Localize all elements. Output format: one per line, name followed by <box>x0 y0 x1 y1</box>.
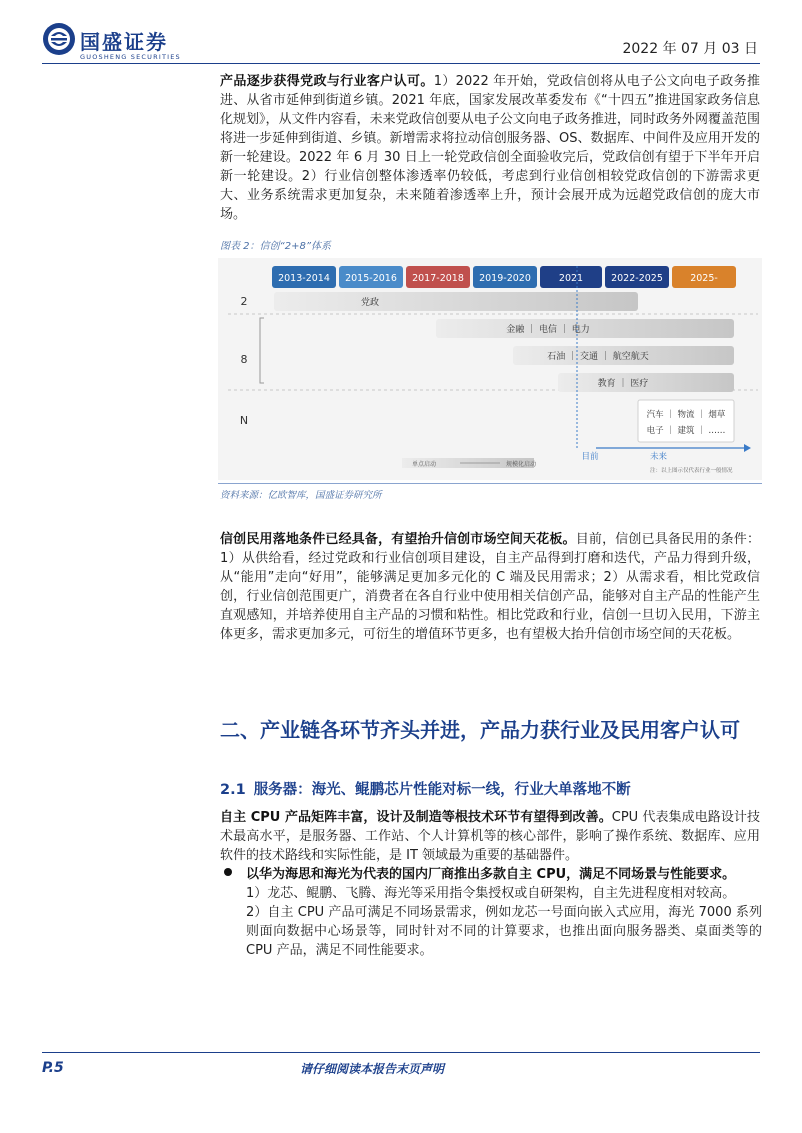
now-label: 目前 <box>581 452 599 462</box>
bullet-point-1: 1）龙芯、鲲鹏、飞腾、海光等采用指令集授权或自研架构，自主先进程度相对较高。 <box>246 886 736 901</box>
bar-party-government <box>274 292 638 311</box>
paragraph-body: 目前，信创已具备民用的条件：1）从供给看，经过党政和行业信创项目建设，自主产品得到打磨和迭代，产品力得到升级，从“能用”走向“好用”，能够满足更加多元化的 C 端及民用需求；2）从需求看，相比党政信创，行业信创范围更广，消费者在各自行业中使用相关信创产品，能够对自主产品的性能产生直观感知，并培养使用自主产品的习惯和粘性。相比党政和行业，信创一旦切入民用，下游主体更多，需求更加多元，可衍生的增值环节更多，也有望极大抬升信创市场空间的天花板。 <box>220 532 760 642</box>
subsection-number: 2.1 <box>220 782 246 798</box>
bar-label-education-medical: 教育 ｜ 医疗 <box>597 379 649 389</box>
year-label-2013-2014: 2013-2014 <box>278 273 330 284</box>
brand-name: 国盛证券 <box>80 30 168 54</box>
brand-logo-icon <box>42 22 76 56</box>
page-number: P.5 <box>42 1060 64 1076</box>
source-divider <box>218 483 762 484</box>
paragraph-body: CPU 代表集成电路设计技术最高水平，是服务器、工作站、个人计算机等的核心部件，影响了操作系统、数据库、应用软件的技术路线和实际性能，是 IT 领域最为重要的基础器件。 <box>220 810 760 863</box>
bullet-dot-icon <box>222 866 234 878</box>
paragraph-civil-use <box>220 530 760 644</box>
year-label-2019-2020: 2019-2020 <box>479 273 531 284</box>
figure-source: 资料来源：亿欧智库，国盛证券研究所 <box>220 490 382 501</box>
bullet-item-cpu-vendors <box>246 865 762 960</box>
year-label-2017-2018: 2017-2018 <box>412 273 464 284</box>
paragraph-lead: 自主 CPU 产品矩阵丰富，设计及制造等根技术环节有望得到改善。 <box>220 810 612 825</box>
header-divider <box>42 63 760 64</box>
paragraph-lead: 产品逐步获得党政与行业客户认可。 <box>220 74 434 89</box>
bar-label-party-government: 党政 <box>360 298 380 308</box>
row-label-8: 8 <box>240 353 248 366</box>
year-label-2015-2016: 2015-2016 <box>345 273 397 284</box>
year-label-2025-later: 2025- <box>690 273 718 284</box>
legend-single-start: 单点启动 <box>412 461 437 468</box>
paragraph-party-government <box>220 72 760 224</box>
xinchuang-2plus8-diagram <box>218 258 762 480</box>
row-label-n: N <box>239 414 249 427</box>
year-headers <box>272 266 736 288</box>
section-heading: 二、产业链各环节齐头并进，产品力获行业及民用客户认可 <box>220 718 740 742</box>
year-label-2022-2025: 2022-2025 <box>611 273 663 284</box>
figure-note: 注：以上图示仅代表行业一般情况 <box>650 468 733 474</box>
report-date: 2022 年 07 月 03 日 <box>622 41 758 57</box>
brand-logo <box>42 22 222 68</box>
subsection-heading <box>220 778 631 799</box>
legend-scale-start: 规模化启动 <box>506 461 537 468</box>
diagram-background <box>218 258 762 480</box>
bullet-lead: 以华为海思和海光为代表的国内厂商推出多款自主 CPU，满足不同场景与性能要求。 <box>246 867 736 882</box>
paragraph-cpu <box>220 808 760 865</box>
bar-label-finance-telecom-power: 金融 ｜ 电信 ｜ 电力 <box>506 325 590 335</box>
figure-caption: 图表 2：信创“2+8”体系 <box>220 241 332 252</box>
footer-divider <box>42 1052 760 1053</box>
paragraph-lead: 信创民用落地条件已经具备，有望抬升信创市场空间天花板。 <box>220 532 576 547</box>
n-industries-line-2: 电子 ｜ 建筑 ｜ …… <box>646 426 726 436</box>
row-label-2: 2 <box>240 295 248 308</box>
brand-name-en: GUOSHENG SECURITIES <box>80 53 181 61</box>
bullet-point-2: 2）自主 CPU 产品可满足不同场景需求，例如龙芯一号面向嵌入式应用，海光 7000 系列则面向数据中心场景等，同时针对不同的计算要求，也推出面向服务器类、桌面类等的 CPU 产品，满足不同性能要求。 <box>246 905 762 958</box>
future-label: 未来 <box>650 452 668 462</box>
year-label-2021: 2021 <box>558 273 584 284</box>
n-industries-line-1: 汽车 ｜ 物流 ｜ 烟草 <box>646 410 726 420</box>
subsection-title: 服务器：海光、鲲鹏芯片性能对标一线，行业大单落地不断 <box>253 782 631 798</box>
paragraph-body: 1）2022 年开始，党政信创将从电子公文向电子政务推进、从省市延伸到街道乡镇。2021 年底，国家发展改革委发布《“十四五”推进国家政务信息化规划》，从文件内容看，未来党政信创要从电子公文向电子政务推进，同时政务外网覆盖范围将进一步延伸到街道、乡镇。新增需求将拉动信创服务器、OS、数据库、中间件及应用开发的新一轮建设。2022 年 6 月 30 日上一轮党政信创全面验收完后，党政信创有望于下半年开启新一轮建设。2）行业信创整体渗透率仍较低，考虑到行业信创相较党政信创的下游需求更大、业务系统需求更加复杂，未来随着渗透率上升，预计会展开成为远超党政信创的庞大市场。 <box>220 74 760 222</box>
bar-label-oil-transport-aerospace: 石油 ｜ 交通 ｜ 航空航天 <box>547 352 649 362</box>
footer-disclaimer: 请仔细阅读本报告末页声明 <box>300 1062 445 1076</box>
